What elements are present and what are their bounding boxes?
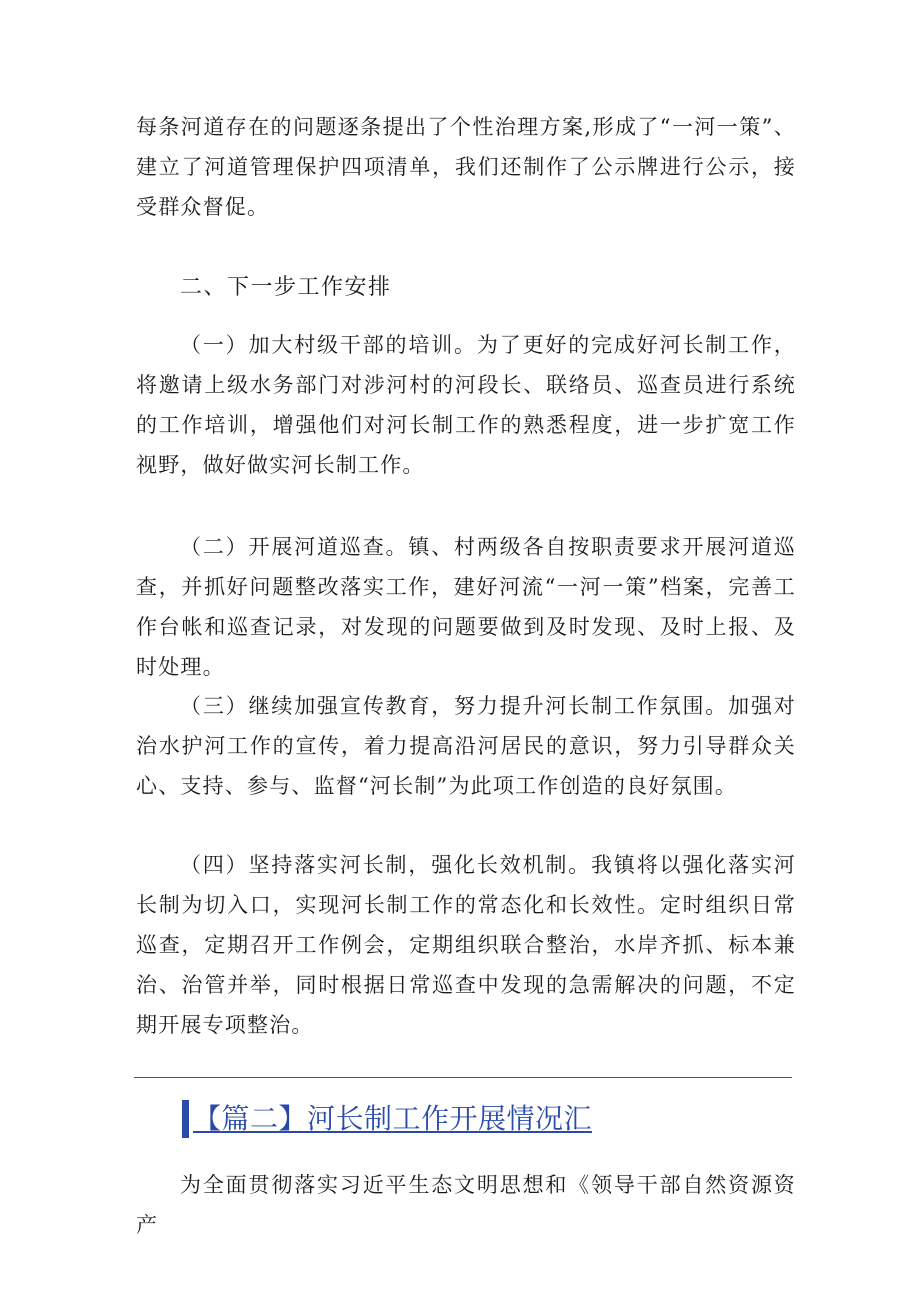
paragraph-item-1: （一）加大村级干部的培训。为了更好的完成好河长制工作，将邀请上级水务部门对涉河村的河段长、联络员、巡查员进行系统的工作培训，增强他们对河长制工作的熟悉程度，进一步扩宽工作视野，做好做实河长制工作。: [136, 333, 796, 477]
section-heading: 二、下一步工作安排: [180, 275, 392, 300]
paragraph-item-2: （二）开展河道巡查。镇、村两级各自按职责要求开展河道巡查，并抓好问题整改落实工作，建好河流“一河一策”档案，完善工作台帐和巡查记录，对发现的问题要做到及时发现、及时上报、及时处理。: [136, 535, 796, 679]
section-divider: [134, 1077, 792, 1078]
paragraph-continuation: 每条河道存在的问题逐条提出了个性治理方案,形成了“一河一策”、建立了河道管理保护四项清单，我们还制作了公示牌进行公示，接受群众督促。: [136, 115, 796, 219]
paragraph-item-4: （四）坚持落实河长制，强化长效机制。我镇将以强化落实河长制为切入口，实现河长制工作的常态化和长效性。定时组织日常巡查，定期召开工作例会，定期组织联合整治，水岸齐抓、标本兼治、治管并举，同时根据日常巡查中发现的急需解决的问题，不定期开展专项整治。: [136, 853, 796, 1037]
title-accent-bar: [182, 1100, 189, 1138]
article-title: [182, 1097, 592, 1141]
article-intro-paragraph: 为全面贯彻落实习近平生态文明思想和《领导干部自然资源资产: [136, 1173, 796, 1237]
paragraph-item-3: （三）继续加强宣传教育，努力提升河长制工作氛围。加强对治水护河工作的宣传，着力提高沿河居民的意识，努力引导群众关心、支持、参与、监督“河长制”为此项工作创造的良好氛围。: [136, 694, 796, 798]
article-title-text: 【篇二】河长制工作开展情况汇: [193, 1102, 593, 1135]
